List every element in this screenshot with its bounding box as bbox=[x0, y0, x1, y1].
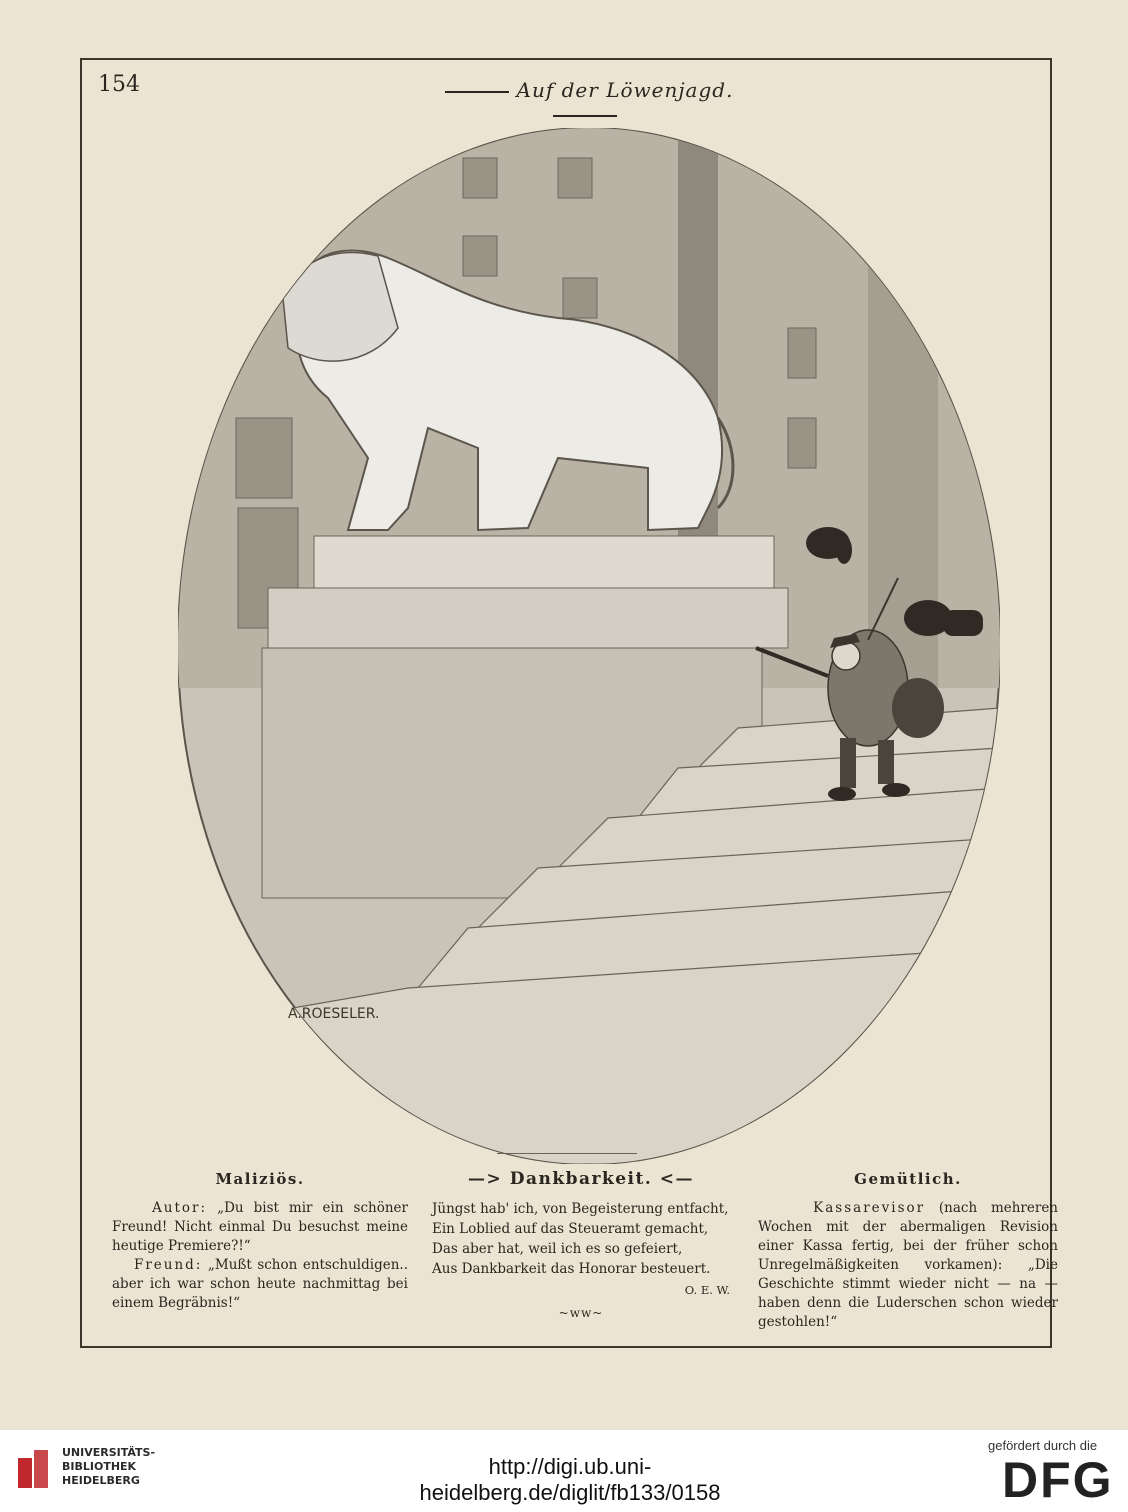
page-number: 154 bbox=[98, 72, 140, 97]
window bbox=[236, 418, 292, 498]
dfg-logo: DFG bbox=[1002, 1452, 1114, 1508]
library-line: HEIDELBERG bbox=[62, 1474, 140, 1487]
window bbox=[788, 418, 816, 468]
section-divider bbox=[497, 1153, 637, 1154]
pedestal-cornice bbox=[268, 588, 788, 648]
column-title: —> Dankbarkeit. <— bbox=[468, 1169, 694, 1189]
funded-by: gefördert durch die bbox=[988, 1438, 1098, 1453]
dialogue: „Mußt schon entschuldigen.. aber ich war schon heute nachmittag bei einem Begräbnis!“ bbox=[112, 1257, 408, 1311]
dialogue: „Du bist mir ein schöner Freund! Nicht einmal Du besuchst meine heutige Premiere?!“ bbox=[112, 1200, 408, 1254]
column-maliziös bbox=[112, 1170, 408, 1313]
header-ornament-left bbox=[445, 91, 509, 93]
speaker: Freund: bbox=[133, 1257, 203, 1273]
header-title bbox=[400, 78, 770, 106]
artist-signature: A.ROESELER. bbox=[288, 1006, 380, 1022]
speaker: Kassarevisor bbox=[813, 1200, 926, 1216]
window bbox=[788, 328, 816, 378]
window bbox=[463, 236, 497, 276]
column-title-text: Dankbarkeit. bbox=[509, 1169, 653, 1189]
window bbox=[563, 278, 597, 318]
paragraph bbox=[112, 1256, 408, 1313]
poem-line: Jüngst hab' ich, von Begeisterung entfacht, bbox=[432, 1201, 729, 1217]
illustration-svg bbox=[178, 128, 1000, 1164]
column-gemütlich bbox=[758, 1170, 1058, 1332]
ornament: ~ww~ bbox=[558, 1306, 604, 1320]
footer-bar bbox=[0, 1430, 1128, 1512]
column-dankbarkeit bbox=[432, 1170, 730, 1323]
poem-signature: O. E. W. bbox=[684, 1283, 730, 1297]
library-line: UNIVERSITÄTS- bbox=[62, 1446, 156, 1459]
lion-hunt-illustration bbox=[178, 128, 1000, 1164]
paragraph bbox=[758, 1199, 1058, 1332]
pedestal-top bbox=[314, 536, 774, 590]
header-title-text: Auf der Löwenjagd. bbox=[516, 78, 734, 102]
speaker: Autor: bbox=[152, 1200, 208, 1216]
source-url[interactable]: http://digi.ub.uni-heidelberg.de/diglit/fb133/0158 bbox=[419, 1454, 721, 1505]
poem-line: Das aber hat, weil ich es so gefeiert, bbox=[432, 1241, 683, 1257]
dialogue: (nach mehreren Wochen mit der abermaligen Revision einer Kassa fertig, bei der früher schon Unregelmäßigkeiten vorkamen): „Die Geschichte stimmt wieder nicht — na — haben denn die Luderschen schon wieder gestohlen!“ bbox=[758, 1200, 1059, 1330]
poem-line: Ein Loblied auf das Steueramt gemacht, bbox=[432, 1221, 709, 1237]
window bbox=[558, 158, 592, 198]
window bbox=[463, 158, 497, 198]
paragraph bbox=[112, 1199, 408, 1256]
column-title: Maliziös. bbox=[215, 1170, 305, 1188]
library-name bbox=[62, 1446, 155, 1488]
library-line: BIBLIOTHEK bbox=[62, 1460, 137, 1473]
header-ornament-right bbox=[553, 115, 617, 117]
ub-logo-icon bbox=[16, 1448, 52, 1490]
column-title: Gemütlich. bbox=[854, 1170, 962, 1188]
poem-line: Aus Dankbarkeit das Honorar besteuert. bbox=[432, 1261, 711, 1277]
